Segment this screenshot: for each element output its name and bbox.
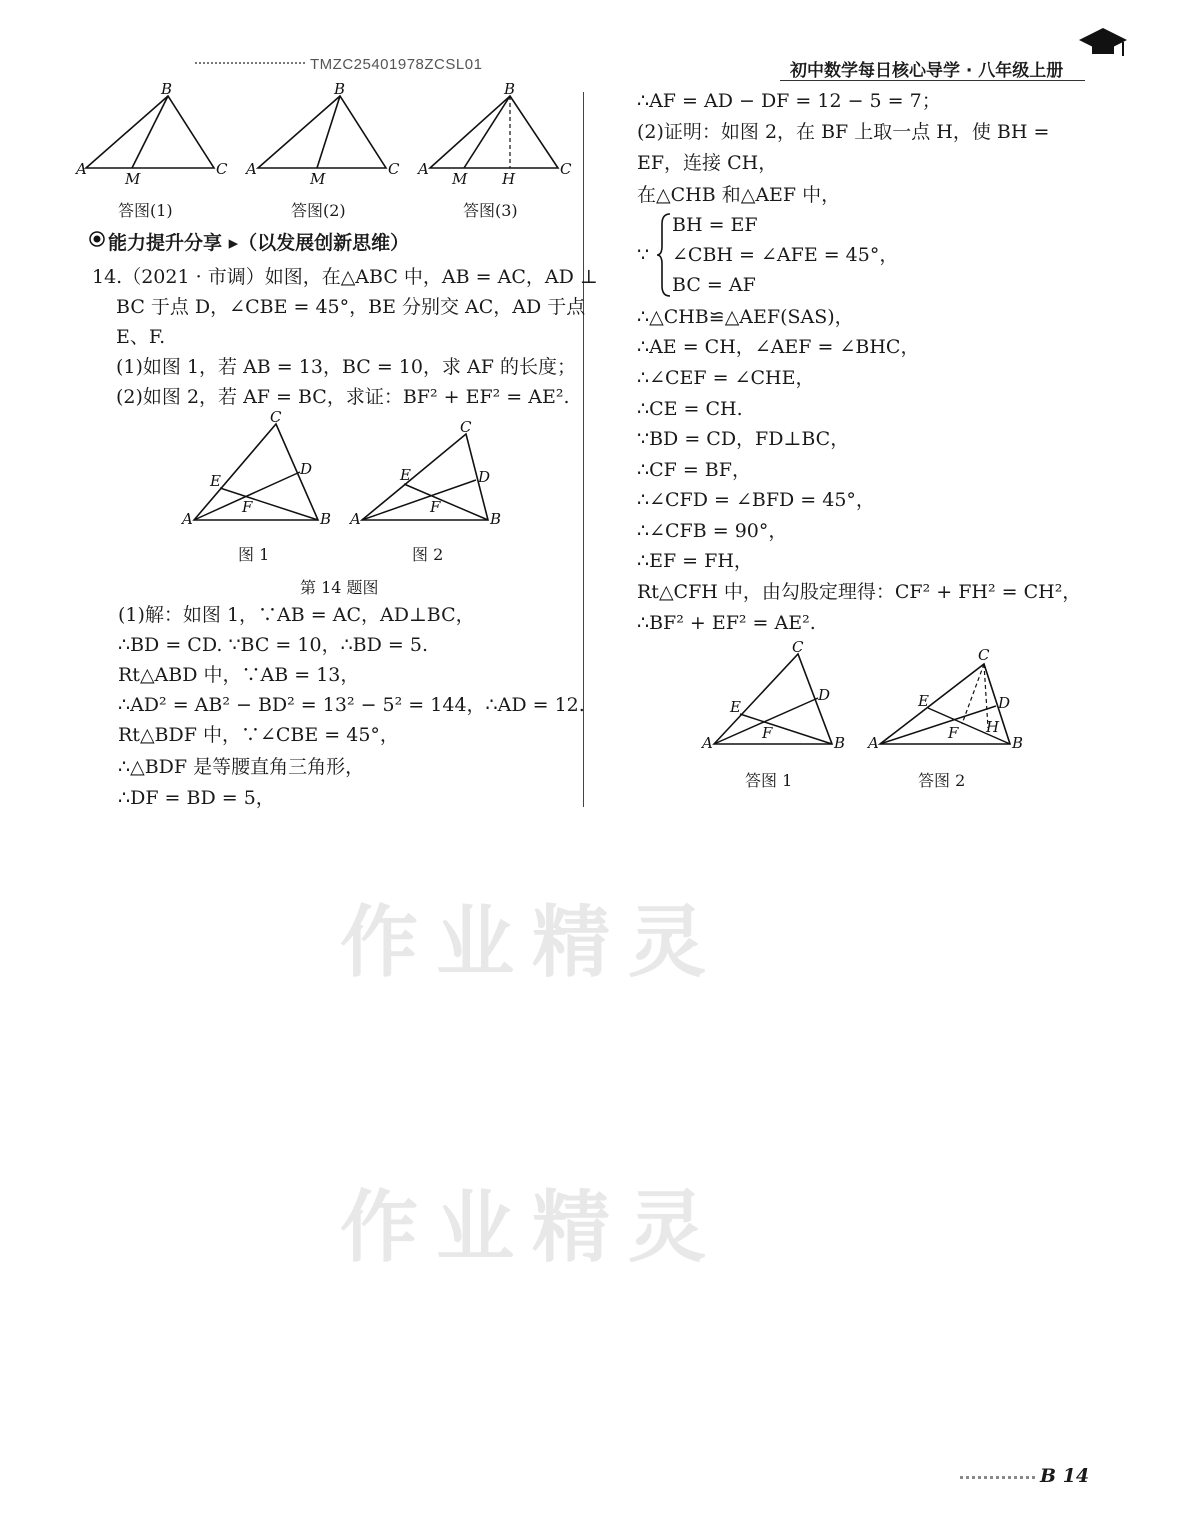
problem-figure-1: [180, 410, 331, 528]
answer-figure-2: [244, 82, 400, 187]
solution-line: ∵BD = CD，FD⊥BC，: [637, 428, 850, 450]
watermark: 作业精灵: [340, 898, 725, 988]
solution-line: Rt△BDF 中，∵∠CBE = 45°，: [118, 724, 399, 746]
header-dots: [195, 62, 305, 64]
svg-text:C: C: [978, 646, 990, 664]
solution-line: 在△CHB 和△AEF 中，: [637, 184, 841, 206]
svg-text:B: B: [834, 734, 846, 752]
svg-text:E: E: [400, 466, 411, 484]
svg-text:D: D: [818, 686, 831, 704]
svg-text:B: B: [320, 510, 332, 528]
solution-line: (1)解：如图 1，∵AB = AC，AD⊥BC，: [118, 604, 475, 626]
header-code: TMZC25401978ZCSL01: [310, 56, 483, 73]
svg-text:H: H: [986, 718, 1000, 736]
svg-text:F: F: [762, 724, 773, 742]
answer-figure-caption: 答图 1: [745, 771, 793, 790]
problem-figure-caption: 图 1: [238, 545, 270, 564]
solution-line: (2)证明：如图 2，在 BF 上取一点 H，使 BH =: [637, 121, 1050, 143]
solution-line: ∴BF² + EF² = AE².: [637, 612, 816, 634]
answer-figure-r2: [866, 646, 1023, 752]
problem-line: BC 于点 D，∠CBE = 45°，BE 分别交 AC，AD 于点: [116, 296, 586, 318]
svg-text:C: C: [560, 160, 572, 178]
svg-text:A: A: [868, 734, 879, 752]
svg-text:A: A: [246, 160, 257, 178]
answer-figures-right: [700, 638, 1040, 758]
svg-text:H: H: [502, 170, 516, 187]
because-symbol: ∵: [637, 244, 650, 266]
svg-text:E: E: [918, 692, 929, 710]
sub-question-2: (2)如图 2，若 AF = BC，求证：BF² + EF² = AE².: [116, 386, 570, 408]
book-title: 初中数学每日核心导学 · 八年级上册: [790, 61, 1064, 81]
svg-text:D: D: [300, 460, 313, 478]
problem-line: 14.（2021 · 市调）如图，在△ABC 中，AB = AC，AD ⊥: [92, 266, 598, 288]
solution-line: EF，连接 CH，: [637, 152, 778, 174]
problem-figure-2: [348, 418, 501, 528]
svg-text:A: A: [182, 510, 193, 528]
svg-text:A: A: [418, 160, 429, 178]
answer-figure-caption: 答图(2): [291, 201, 346, 220]
brace-line: BC = AF: [672, 274, 756, 296]
solution-line: Rt△CFH 中，由勾股定理得：CF² + FH² = CH²，: [637, 581, 1082, 603]
svg-text:C: C: [460, 418, 472, 436]
svg-text:C: C: [792, 638, 804, 656]
svg-text:B: B: [334, 82, 346, 98]
sub-question-1: (1)如图 1，若 AB = 13，BC = 10，求 AF 的长度；: [116, 356, 576, 378]
svg-text:M: M: [452, 170, 468, 187]
svg-text:D: D: [998, 694, 1011, 712]
solution-line: Rt△ABD 中，∵AB = 13，: [118, 664, 360, 686]
answer-figures-row: [72, 82, 572, 187]
solution-line: ∴∠CFD = ∠BFD = 45°，: [637, 489, 875, 511]
solution-line: ∴AF = AD − DF = 12 − 5 = 7；: [637, 90, 941, 112]
svg-text:A: A: [76, 160, 87, 178]
section-title: 能力提升分享 ▸（以发展创新思维）: [108, 232, 410, 254]
page-dots: [960, 1476, 1035, 1479]
watermark: 作业精灵: [340, 1183, 725, 1273]
svg-text:F: F: [430, 498, 441, 516]
problem-line: E、F.: [116, 326, 166, 348]
svg-text:C: C: [388, 160, 400, 178]
svg-text:D: D: [478, 468, 491, 486]
svg-text:B: B: [1012, 734, 1024, 752]
svg-text:M: M: [125, 170, 141, 187]
solution-line: ∴BD = CD. ∵BC = 10，∴BD = 5.: [118, 634, 428, 656]
svg-text:A: A: [350, 510, 361, 528]
brace-line: ∠CBH = ∠AFE = 45°，: [672, 244, 899, 266]
solution-line: ∴∠CFB = 90°，: [637, 520, 788, 542]
svg-text:B: B: [504, 82, 516, 98]
svg-text:F: F: [242, 498, 253, 516]
problem-figures: [178, 410, 518, 535]
graduation-cap-icon: [1075, 22, 1130, 62]
answer-figure-1: [74, 82, 228, 187]
answer-figure-caption: 答图(1): [118, 201, 173, 220]
svg-text:E: E: [730, 698, 741, 716]
svg-text:E: E: [210, 472, 221, 490]
svg-text:C: C: [270, 410, 282, 426]
answer-figure-3: [416, 82, 572, 187]
problem-figure-caption: 图 2: [412, 545, 444, 564]
brace-line: BH = EF: [672, 214, 758, 236]
solution-line: ∴AE = CH，∠AEF = ∠BHC，: [637, 336, 920, 358]
svg-text:A: A: [702, 734, 713, 752]
solution-line: ∴CF = BF，: [637, 459, 751, 481]
svg-text:C: C: [216, 160, 228, 178]
svg-text:B: B: [490, 510, 502, 528]
solution-line: ∴∠CEF = ∠CHE，: [637, 367, 815, 389]
page-number: B 14: [1040, 1465, 1090, 1487]
solution-line: ∴CE = CH.: [637, 398, 743, 420]
solution-line: ∴EF = FH，: [637, 550, 753, 572]
section-bullet-icon: [88, 230, 106, 252]
header-rule: [780, 80, 1085, 81]
svg-text:B: B: [161, 82, 173, 98]
left-brace-icon: [656, 212, 672, 298]
problem-figure-group-caption: 第 14 题图: [300, 578, 379, 597]
solution-line: ∴AD² = AB² − BD² = 13² − 5² = 144，∴AD = 12.: [118, 694, 585, 716]
svg-text:F: F: [948, 724, 959, 742]
svg-text:M: M: [310, 170, 326, 187]
solution-line: ∴DF = BD = 5，: [118, 787, 275, 809]
solution-line: ∴△BDF 是等腰直角三角形，: [118, 756, 365, 778]
answer-figure-caption: 答图 2: [918, 771, 966, 790]
answer-figure-caption: 答图(3): [463, 201, 518, 220]
answer-figure-r1: [700, 638, 845, 752]
solution-line: ∴△CHB≌△AEF(SAS)，: [637, 306, 854, 328]
